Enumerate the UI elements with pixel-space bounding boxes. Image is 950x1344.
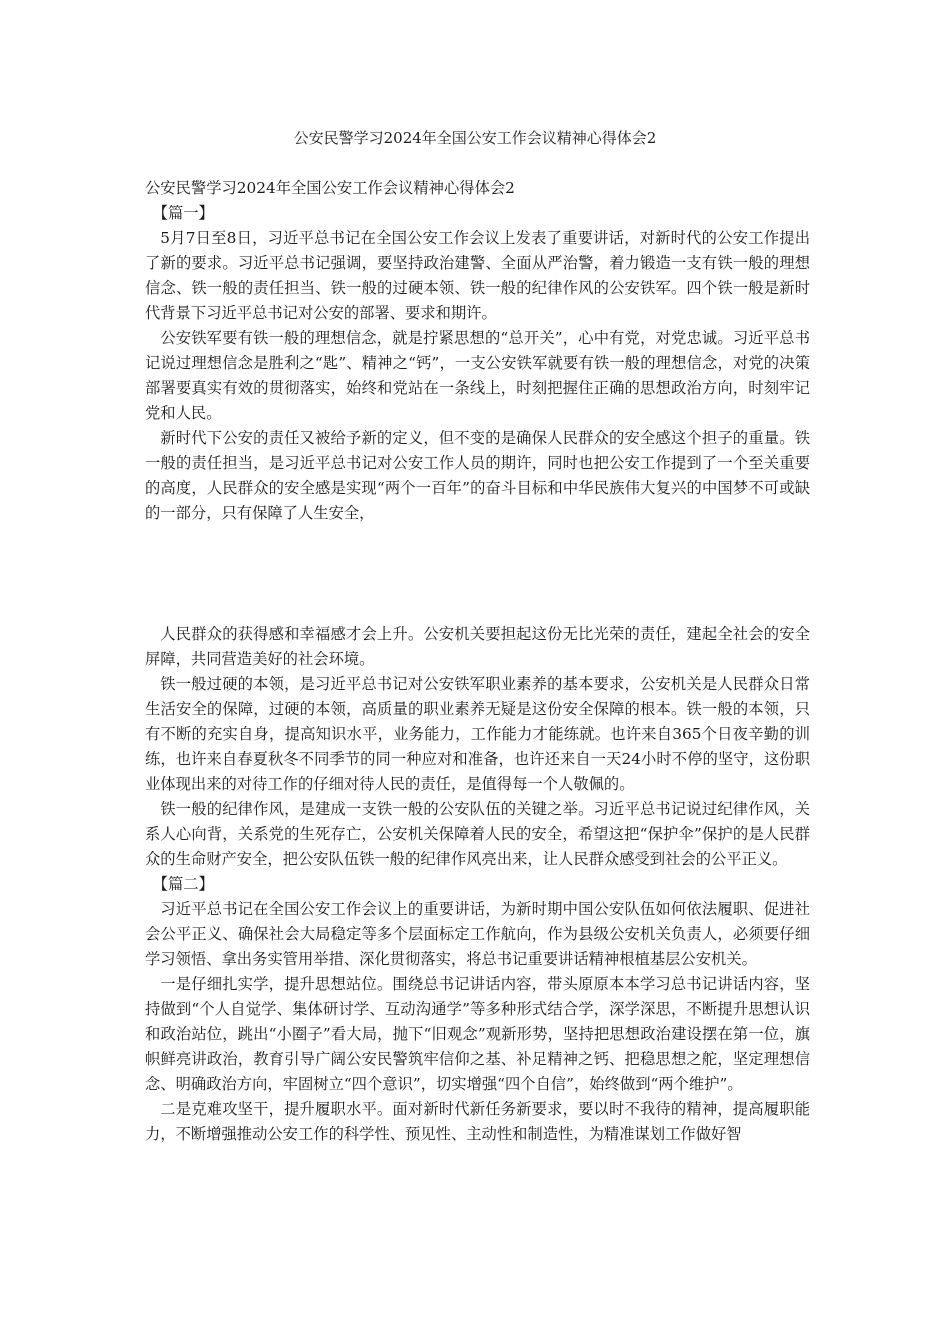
body-text-block-2 [145,622,810,1147]
paragraph: 铁一般的纪律作风，是建成一支铁一般的公安队伍的关键之举。习近平总书记说过纪律作风，关系人心向背，关系党的生死存亡，公安机关保障着人民的安全，希望这把“保护伞”保护的是人民群众的生命财产安全，把公安队伍铁一般的纪律作风亮出来，让人民群众感受到社会的公平正义。 [145,800,810,868]
section-heading-2: 【篇二】 [152,875,214,893]
paragraph: 习近平总书记在全国公安工作会议上的重要讲话，为新时期中国公安队伍如何依法履职、促进社会公平正义、确保社会大局稳定等多个层面标定工作航向，作为县级公安机关负责人，必须要仔细学习领悟、拿出务实管用举措、深化贯彻落实，将总书记重要讲话精神根植基层公安机关。 [145,900,810,968]
paragraph: 5月7日至8日，习近平总书记在全国公安工作会议上发表了重要讲话，对新时代的公安工作提出了新的要求。习近平总书记强调，要坚持政治建警、全面从严治警，着力锻造一支有铁一般的理想信念、铁一般的责任担当、铁一般的过硬本领、铁一般的纪律作风的公安铁军。四个铁一般是新时代背景下习近平总书记对公安的部署、要求和期许。 [145,229,810,322]
paragraph: 公安铁军要有铁一般的理想信念，就是拧紧思想的“总开关”，心中有党，对党忠诚。习近平总书记说过理想信念是胜利之“匙”、精神之“钙”，一支公安铁军就要有铁一般的理想信念，对党的决策部署要真实有效的贯彻落实，始终和党站在一条线上，时刻把握住正确的思想政治方向，时刻牢记党和人民。 [145,329,810,422]
doc-subtitle: 公安民警学习2024年全国公安工作会议精神心得体会2 [145,179,515,197]
document-title: 公安民警学习2024年全国公安工作会议精神心得体会2 [293,129,657,147]
paragraph: 一是仔细扎实学，提升思想站位。围绕总书记讲话内容，带头原原本本学习总书记讲话内容，坚持做到“个人自觉学、集体研讨学、互动沟通学”等多种形式结合学，深学深思，不断提升思想认识和政治站位，跳出“小圈子”看大局，抛下“旧观念”观新形势，坚持把思想政治建设摆在第一位，旗帜鲜亮讲政治，教育引导广阔公安民警筑牢信仰之基、补足精神之钙、把稳思想之舵，坚定理想信念、明确政治方向，牢固树立“四个意识”，切实增强“四个自信”，始终做到“两个维护”。 [145,975,810,1093]
paragraph: 新时代下公安的责任又被给予新的定义，但不变的是确保人民群众的安全感这个担子的重量。铁一般的责任担当，是习近平总书记对公安工作人员的期许，同时也把公安工作提到了一个至关重要的高度，人民群众的安全感是实现“两个一百年”的奋斗目标和中华民族伟大复兴的中国梦不可或缺的一部分，只有保障了人生安全， [145,429,810,522]
paragraph: 铁一般过硬的本领，是习近平总书记对公安铁军职业素养的基本要求，公安机关是人民群众日常生活安全的保障，过硬的本领，高质量的职业素养无疑是这份安全保障的根本。铁一般的本领，只有不断的充实自身，提高知识水平，业务能力，工作能力才能练就。也许来自365个日夜辛勤的训练，也许来自春夏秋冬不同季节的同一种应对和准备，也许还来自一天24小时不停的坚守，这份职业体现出来的对待工作的仔细对待人民的责任，是值得每一个人敬佩的。 [145,675,810,793]
paragraph: 人民群众的获得感和幸福感才会上升。公安机关要担起这份无比光荣的责任，建起全社会的安全屏障，共同营造美好的社会环境。 [145,625,810,668]
section-heading-1: 【篇一】 [152,204,214,222]
paragraph: 二是克难攻坚干，提升履职水平。面对新时代新任务新要求，要以时不我待的精神，提高履职能力，不断增强推动公安工作的科学性、预见性、主动性和制造性，为精准谋划工作做好智 [145,1100,810,1143]
body-text-block-1 [145,176,810,526]
